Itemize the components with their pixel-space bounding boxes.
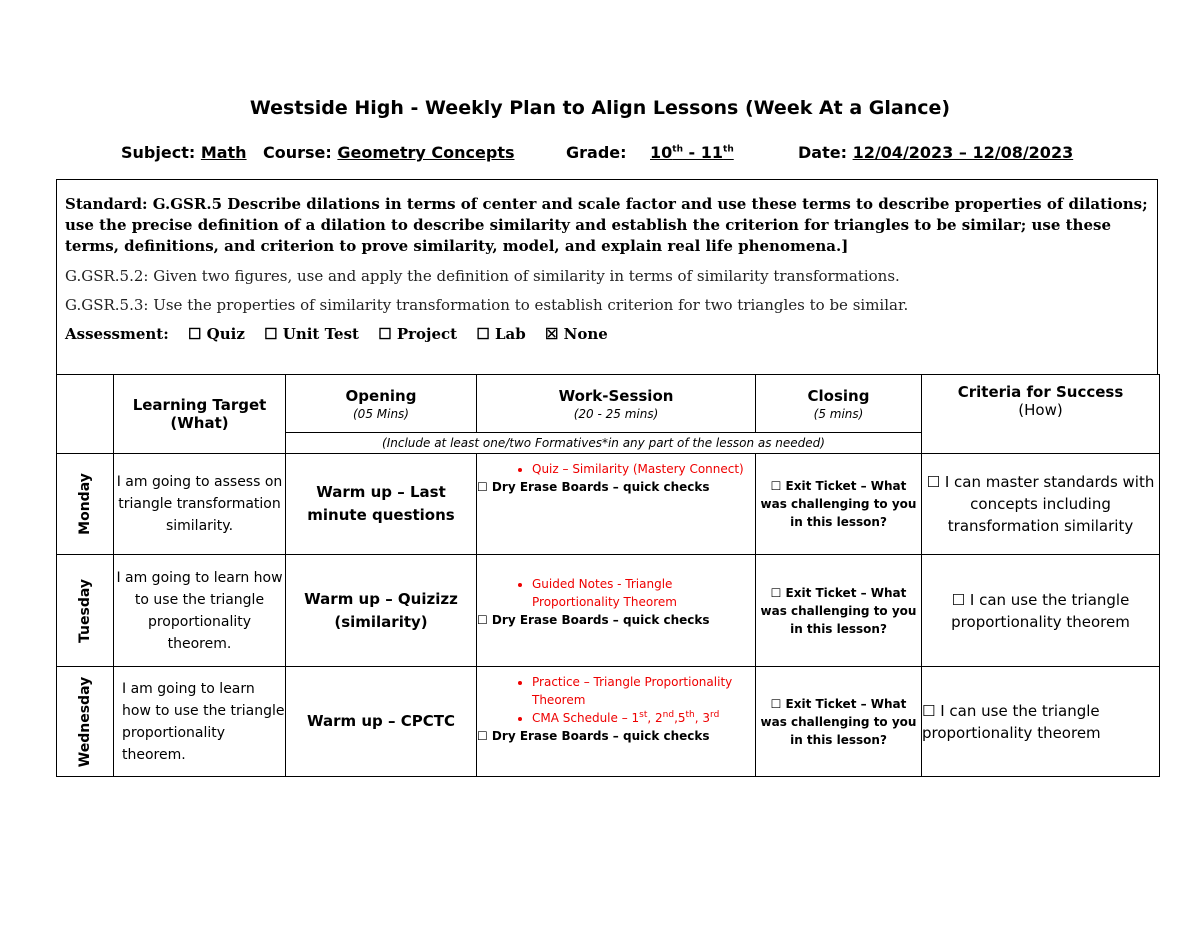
plan-meta	[0, 143, 1200, 167]
cma-sup-4: rd	[710, 710, 720, 720]
work-session-cell	[477, 667, 756, 777]
learning-target-cell: I am going to learn how to use the triangle proportionality theorem.	[114, 555, 286, 667]
closing-cell[interactable]: ☐ Exit Ticket – What was challenging to you in this lesson?	[756, 454, 922, 555]
opening-time: (05 Mins)	[353, 406, 409, 421]
grade-label: Grade:	[566, 143, 627, 162]
assessment-unit-test-checkbox[interactable]: ☐ Unit Test	[264, 325, 359, 343]
assessment-lab-checkbox[interactable]: ☐ Lab	[476, 325, 526, 343]
course-label: Course:	[263, 143, 332, 162]
cma-sup-2: nd	[662, 710, 675, 720]
course-field	[263, 143, 515, 162]
header-closing	[756, 375, 922, 433]
header-learning-target	[114, 375, 286, 454]
header-row	[57, 375, 1160, 433]
learning-target-label: Learning Target	[132, 396, 267, 414]
cma-text: CMA Schedule – 1	[532, 711, 640, 725]
standard-sub-1: G.GSR.5.2: Given two figures, use and apply the definition of similarity in terms of similarity transformations.	[65, 267, 900, 285]
header-criteria	[922, 375, 1160, 454]
learning-target-cell: I am going to learn how to use the triangle proportionality theorem.	[114, 667, 286, 777]
grade-from-sup: th	[672, 144, 683, 155]
work-session-cell	[477, 555, 756, 667]
day-label: Wednesday	[77, 676, 93, 767]
dry-erase-checkbox[interactable]: ☐ Dry Erase Boards – quick checks	[477, 729, 710, 743]
work-list	[477, 460, 755, 478]
date-value: 12/04/2023 – 12/08/2023	[852, 143, 1074, 162]
subject-value: Math	[200, 143, 247, 162]
assessment-label: Assessment:	[65, 325, 169, 343]
lesson-grid	[56, 374, 1160, 777]
standard-box	[56, 179, 1158, 374]
cma-sup-1: st	[639, 710, 648, 720]
day-label: Monday	[77, 473, 93, 535]
closing-cell[interactable]: ☐ Exit Ticket – What was challenging to you in this lesson?	[756, 555, 922, 667]
criteria-sub: (How)	[1018, 401, 1063, 419]
header-opening	[286, 375, 477, 433]
subject-field	[121, 143, 247, 162]
header-day-blank	[57, 375, 114, 454]
criteria-cell[interactable]: ☐ I can use the triangle proportionality theorem	[922, 555, 1160, 667]
opening-cell: Warm up – Last minute questions	[286, 454, 477, 555]
opening-label: Opening	[345, 386, 417, 405]
day-label: Tuesday	[77, 578, 93, 643]
date-label: Date:	[798, 143, 847, 162]
day-label-cell	[57, 667, 114, 777]
dry-erase-checkbox[interactable]: ☐ Dry Erase Boards – quick checks	[477, 613, 710, 627]
subject-label: Subject:	[121, 143, 196, 162]
closing-label: Closing	[807, 386, 870, 405]
work-label: Work-Session	[558, 386, 674, 405]
cma-text-4: , 3	[694, 711, 711, 725]
work-time: (20 - 25 mins)	[573, 406, 659, 421]
work-item-cma	[532, 709, 755, 727]
opening-cell: Warm up – Quizizz (similarity)	[286, 555, 477, 667]
closing-cell[interactable]: ☐ Exit Ticket – What was challenging to you in this lesson?	[756, 667, 922, 777]
work-list	[477, 673, 755, 727]
header-work-session	[477, 375, 756, 433]
cma-text-2: , 2	[647, 711, 663, 725]
day-label-cell	[57, 555, 114, 667]
day-row-wednesday	[57, 667, 1160, 777]
opening-cell: Warm up – CPCTC	[286, 667, 477, 777]
grade-value	[650, 143, 734, 162]
formative-note: (Include at least one/two Formatives*in any part of the lesson as needed)	[286, 433, 922, 454]
standard-main: Standard: G.GSR.5 Describe dilations in terms of center and scale factor and use these terms to describe properties of dilations; use the precise definition of a dilation to describe similarity and establish the criterion for triangles to be similar; use these terms, definitions, and criterion to prove similarity, model, and explain real life phenomena.]	[65, 195, 1148, 255]
dry-erase-checkbox[interactable]: ☐ Dry Erase Boards – quick checks	[477, 480, 710, 494]
day-label-cell	[57, 454, 114, 555]
criteria-label: Criteria for Success	[957, 383, 1124, 401]
assessment-row	[65, 325, 1149, 343]
date-field	[798, 143, 1073, 162]
work-item: • Guided Notes - Triangle Proportionality Theorem	[532, 575, 755, 611]
grade-from: 10	[650, 143, 673, 162]
closing-time: (5 mins)	[813, 406, 864, 421]
learning-target-sub: (What)	[170, 414, 229, 432]
day-row-monday	[57, 454, 1160, 555]
learning-target-cell: I am going to assess on triangle transformation similarity.	[114, 454, 286, 555]
grade-to: - 11	[682, 143, 724, 162]
standard-sub-2: G.GSR.5.3: Use the properties of similarity transformation to establish criterion for two triangles to be similar.	[65, 296, 909, 314]
work-session-cell	[477, 454, 756, 555]
page-title: Westside High - Weekly Plan to Align Lessons (Week At a Glance)	[249, 97, 951, 119]
day-row-tuesday	[57, 555, 1160, 667]
work-item: • Quiz – Similarity (Mastery Connect)	[532, 460, 755, 478]
grade-to-sup: th	[723, 144, 734, 155]
criteria-cell[interactable]: ☐ I can master standards with concepts including transformation similarity	[922, 454, 1160, 555]
course-value: Geometry Concepts	[337, 143, 515, 162]
work-item: • Practice – Triangle Proportionality Theorem	[532, 673, 755, 709]
assessment-quiz-checkbox[interactable]: ☐ Quiz	[187, 325, 245, 343]
assessment-project-checkbox[interactable]: ☐ Project	[378, 325, 458, 343]
criteria-cell[interactable]: ☐ I can use the triangle proportionality theorem	[922, 667, 1160, 777]
assessment-none-checkbox[interactable]: ☒ None	[544, 325, 608, 343]
cma-sup-3: th	[685, 710, 695, 720]
cma-text-3: ,5	[674, 711, 686, 725]
work-list	[477, 575, 755, 611]
